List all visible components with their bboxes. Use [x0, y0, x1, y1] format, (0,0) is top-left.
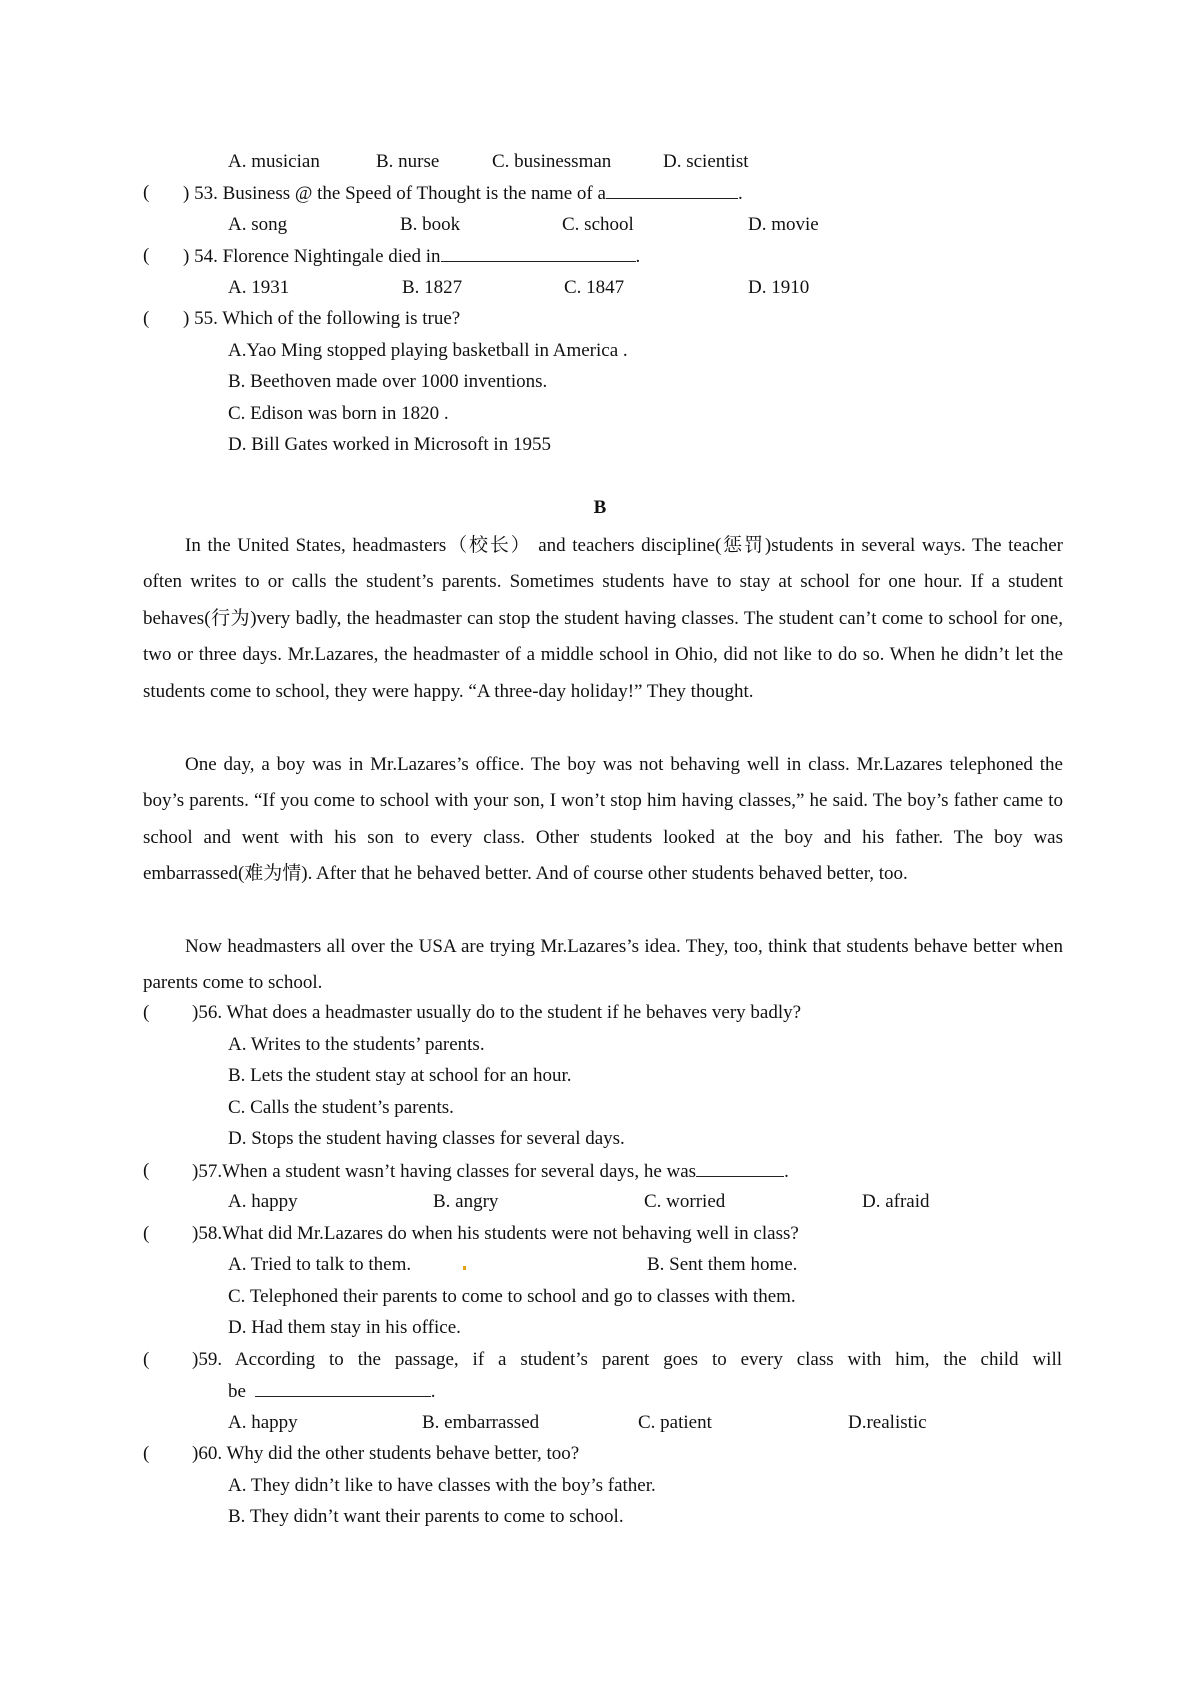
answer-slot[interactable]: [143, 1002, 149, 1024]
question-text-continued: be: [228, 1381, 246, 1402]
option-a: A. They didn’t like to have classes with the boy’s father.: [228, 1475, 656, 1496]
passage-paragraph-1: [143, 528, 1063, 710]
paren-close: ): [183, 183, 190, 204]
paren-open: (: [143, 245, 150, 266]
question-text: 58.What did Mr.Lazares do when his students were not behaving well in class?: [198, 1223, 799, 1244]
option-c: C. school: [562, 214, 634, 235]
answer-blank: [606, 182, 738, 199]
paren-close: ): [192, 1223, 199, 1244]
paren-open: (: [143, 1223, 150, 1244]
answer-blank: [255, 1380, 431, 1397]
question-text: 56. What does a headmaster usually do to the student if he behaves very badly?: [198, 1002, 802, 1023]
answer-slot[interactable]: [143, 182, 149, 204]
option-b: B. embarrassed: [422, 1412, 540, 1433]
option-a: A.Yao Ming stopped playing basketball in America .: [228, 340, 628, 361]
paren-open: (: [143, 308, 150, 329]
option-a: A. 1931: [228, 277, 290, 298]
option-d: D. Bill Gates worked in Microsoft in 1955: [228, 434, 551, 455]
option-d: D. scientist: [663, 151, 749, 172]
option-a: A. Tried to talk to them.: [228, 1254, 412, 1275]
option-a: A. happy: [228, 1191, 298, 1212]
period: .: [784, 1161, 789, 1182]
answer-slot[interactable]: [143, 1160, 149, 1182]
answer-slot[interactable]: [143, 1223, 149, 1245]
option-c: C. Edison was born in 1820 .: [228, 403, 449, 424]
option-d: D.realistic: [848, 1412, 927, 1433]
option-b: B. book: [400, 214, 461, 235]
paren-close: ): [192, 1349, 199, 1370]
period: .: [737, 183, 743, 204]
option-c: C. Calls the student’s parents.: [228, 1097, 454, 1118]
paren-close: ): [192, 1002, 199, 1023]
option-b: B. angry: [433, 1191, 499, 1212]
question-text: Florence Nightingale died in: [222, 246, 441, 267]
paren-open: (: [143, 1002, 150, 1023]
option-a: A. Writes to the students’ parents.: [228, 1034, 485, 1055]
option-d: D. Had them stay in his office.: [228, 1317, 461, 1338]
option-b: B. Sent them home.: [647, 1254, 798, 1275]
option-b: B. nurse: [376, 151, 440, 172]
answer-blank: [696, 1160, 784, 1177]
paren-close: ): [192, 1443, 199, 1464]
option-c: C. patient: [638, 1412, 712, 1433]
answer-blank: [441, 245, 636, 262]
paren-close: ): [183, 246, 190, 267]
passage-paragraph-2: [143, 747, 1063, 893]
question-text: 59. According to the passage, if a student’s parent goes to every class with him, the child will: [198, 1349, 1062, 1370]
paren-close: ): [183, 308, 190, 329]
question-text: 57.When a student wasn’t having classes for several days, he was: [198, 1161, 697, 1182]
option-d: D. Stops the student having classes for several days.: [228, 1128, 625, 1149]
option-a: A. happy: [228, 1412, 298, 1433]
question-number: 55.: [194, 308, 218, 329]
option-a: A. musician: [228, 151, 320, 172]
section-heading: B: [593, 497, 607, 518]
option-c: C. businessman: [492, 151, 612, 172]
answer-slot[interactable]: [143, 1443, 149, 1465]
period: .: [635, 246, 641, 267]
paren-open: (: [143, 1443, 150, 1464]
stray-mark: [463, 1266, 466, 1270]
option-d: D. movie: [748, 214, 819, 235]
paren-close: ): [192, 1161, 199, 1182]
option-d: D. 1910: [748, 277, 810, 298]
option-b: B. 1827: [402, 277, 463, 298]
answer-slot[interactable]: [143, 308, 149, 330]
question-text: Business @ the Speed of Thought is the name of a: [222, 183, 606, 204]
option-c: C. 1847: [564, 277, 625, 298]
option-c: C. worried: [644, 1191, 726, 1212]
question-text: 60. Why did the other students behave better, too?: [198, 1443, 580, 1464]
passage-paragraph-3: [143, 929, 1063, 1002]
question-number: 54.: [194, 246, 218, 267]
period: .: [430, 1381, 436, 1402]
option-c: C. Telephoned their parents to come to school and go to classes with them.: [228, 1286, 796, 1307]
option-d: D. afraid: [862, 1191, 930, 1212]
paren-open: (: [143, 1160, 150, 1181]
paragraph-text: In the United States, headmasters（校长） and teachers discipline(惩罚)students in several ways. The teacher often writes to or calls the student’s parents. Sometimes students have to stay at school for one hour. If a student behaves(行为)very badly, the headmaster can stop the student having classes. The student can’t come to school for one, two or three days. Mr.Lazares, the headmaster of a middle school in Ohio, did not like to do so. When he didn’t let the students come to school, they were happy. “A three-day holiday!” They thought.: [143, 535, 1063, 702]
paragraph-text: One day, a boy was in Mr.Lazares’s office. The boy was not behaving well in class. Mr.Lazares telephoned the boy’s parents. “If you come to school with your son, I won’t stop him having classes,” he said. The boy’s father came to school and went with his son to every class. Other students looked at the boy and his father. The boy was embarrassed(难为情). After that he behaved better. And of course other students behaved better, too.: [143, 754, 1063, 885]
option-b: B. They didn’t want their parents to come to school.: [228, 1506, 624, 1527]
paragraph-text: Now headmasters all over the USA are trying Mr.Lazares’s idea. They, too, think that students behave better when parents come to school.: [143, 936, 1063, 994]
paren-open: (: [143, 182, 150, 203]
question-text: Which of the following is true?: [222, 308, 461, 329]
question-number: 53.: [194, 183, 218, 204]
option-b: B. Beethoven made over 1000 inventions.: [228, 371, 548, 392]
option-b: B. Lets the student stay at school for an hour.: [228, 1065, 572, 1086]
answer-slot[interactable]: [143, 245, 149, 267]
paren-open: (: [143, 1349, 150, 1370]
option-a: A. song: [228, 214, 288, 235]
answer-slot[interactable]: [143, 1349, 149, 1371]
